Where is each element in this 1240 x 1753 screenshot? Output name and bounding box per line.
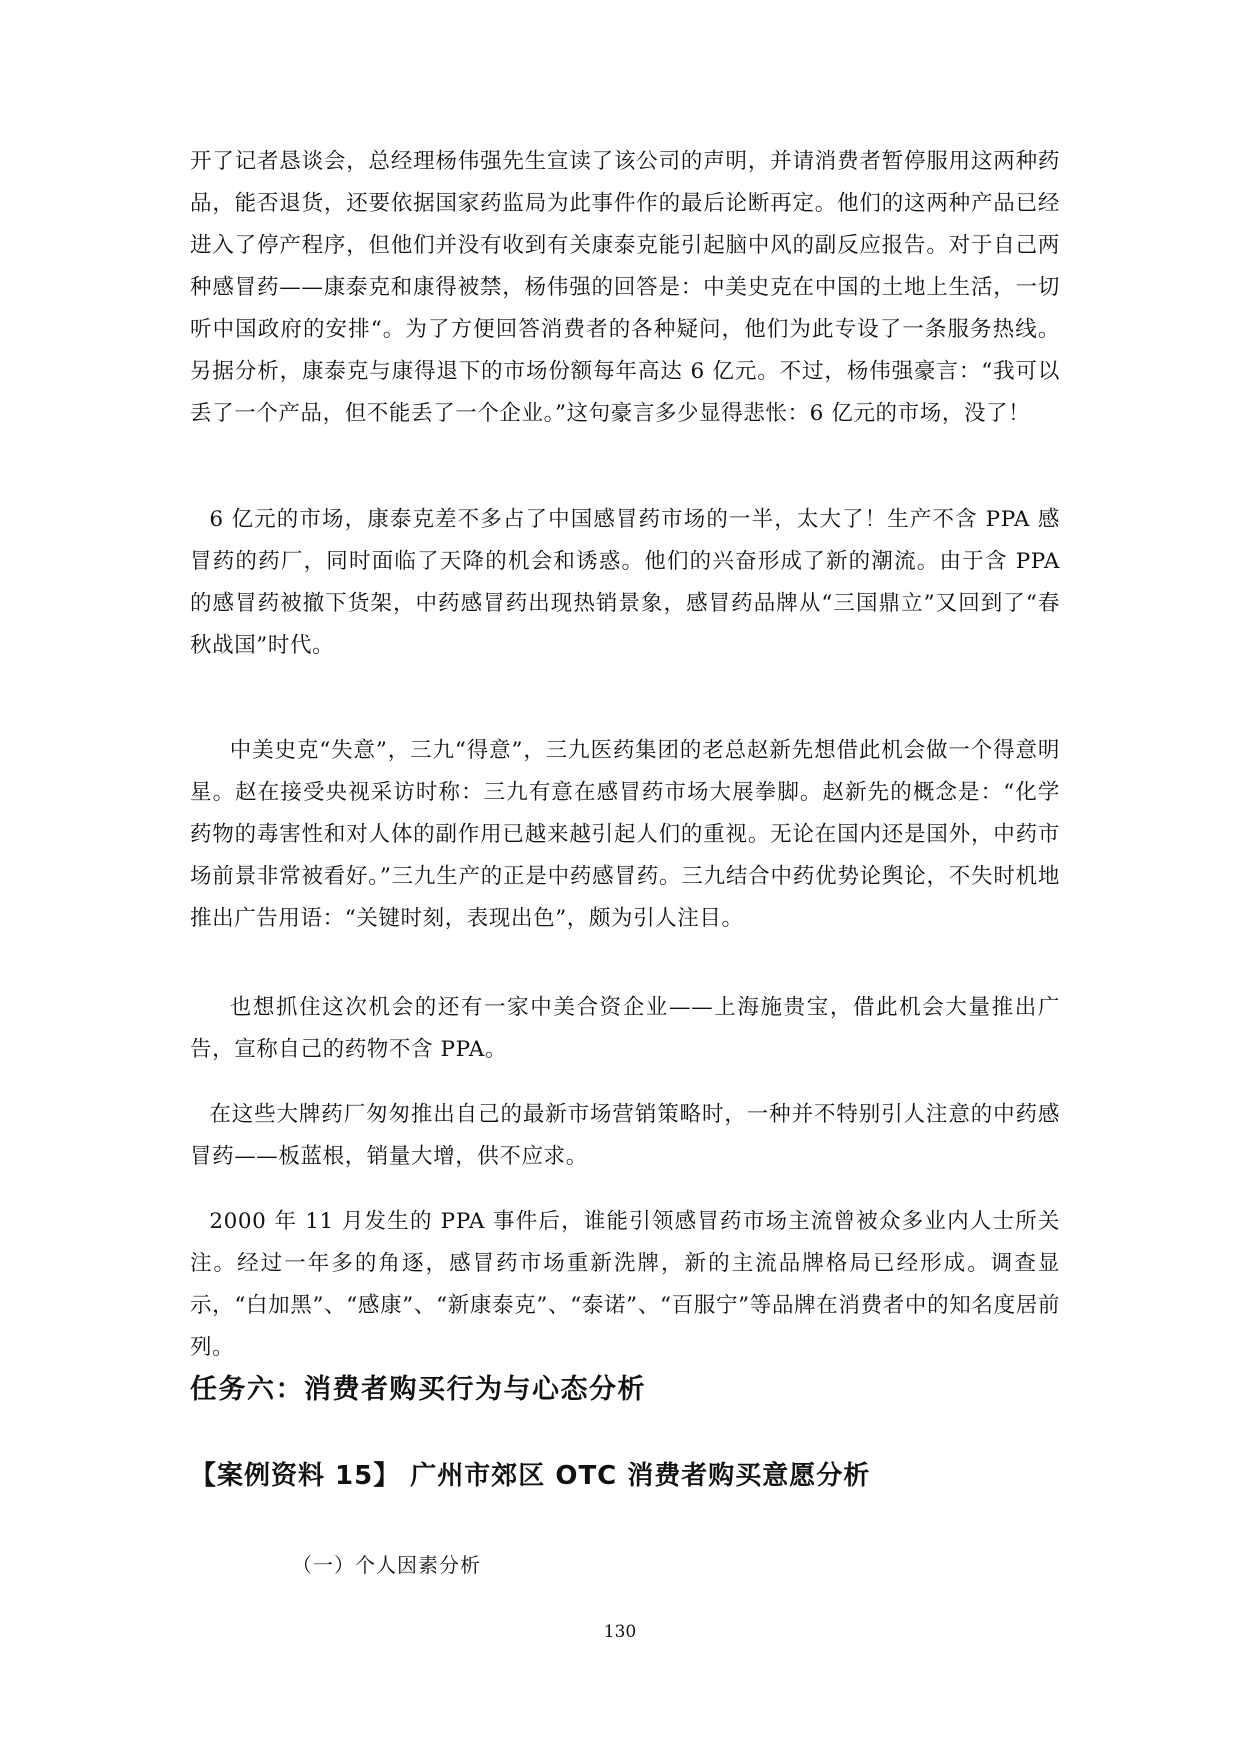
paragraph-banlangen: 在这些大牌药厂匆匆推出自己的最新市场营销策略时，一种并不特别引人注意的中药感冒药——板蓝根，销量大增，供不应求。 [190, 1102, 1060, 1169]
paragraph-market-share: 6 亿元的市场，康泰克差不多占了中国感冒药市场的一半，太大了！生产不含 PPA 感冒药的药厂，同时面临了天降的机会和诱惑。他们的兴奋形成了新的潮流。由于含 PPA 的感冒药被撤下货架，中药感冒药出现热销景象，感冒药品牌从“三国鼎立”又回到了“春秋战国”时代。 [190, 507, 1060, 658]
paragraph-squibb: 也想抓住这次机会的还有一家中美合资企业——上海施贵宝，借此机会大量推出广告，宣称自己的药物不含 PPA。 [190, 995, 1060, 1062]
paragraph-continuation: 开了记者恳谈会，总经理杨伟强先生宣读了该公司的声明，并请消费者暂停服用这两种药品，能否退货，还要依据国家药监局为此事件作的最后论断再定。他们的这两种产品已经进入了停产程序，但他们并没有收到有关康泰克能引起脑中风的副反应报告。对于自己两种感冒药——康泰克和康得被禁，杨伟强的回答是：中美史克在中国的土地上生活，一切听中国政府的安排“。为了方便回答消费者的各种疑问，他们为此专设了一条服务热线。另据分析，康泰克与康得退下的市场份额每年高达 6 亿元。不过，杨伟强豪言：“我可以丢了一个产品，但不能丢了一个企业。”这句豪言多少显得悲怅：6 亿元的市场，没了！ [190, 149, 1060, 426]
case-heading: 【案例资料 15】 广州市郊区 OTC 消费者购买意愿分析 [190, 1461, 871, 1491]
section-heading: 任务六：消费者购买行为与心态分析 [190, 1374, 646, 1405]
page-number: 130 [603, 1622, 637, 1642]
paragraph-ppa-event: 2000 年 11 月发生的 PPA 事件后，谁能引领感冒药市场主流曾被众多业内人士所关注。经过一年多的角逐，感冒药市场重新洗牌，新的主流品牌格局已经形成。调查显示，“白加黑”、“感康”、“新康泰克”、“泰诺”、“百服宁”等品牌在消费者中的知名度居前列。 [190, 1209, 1060, 1360]
subheading: （一）个人因素分析 [292, 1553, 481, 1577]
paragraph-sanjiu: 中美史克“失意”，三九“得意”，三九医药集团的老总赵新先想借此机会做一个得意明星。赵在接受央视采访时称：三九有意在感冒药市场大展拳脚。赵新先的概念是：“化学药物的毒害性和对人体的副作用已越来越引起人们的重视。无论在国内还是国外，中药市场前景非常被看好。”三九生产的正是中药感冒药。三九结合中药优势论舆论，不失时机地推出广告用语：“关键时刻，表现出色”，颇为引人注目。 [190, 738, 1060, 931]
